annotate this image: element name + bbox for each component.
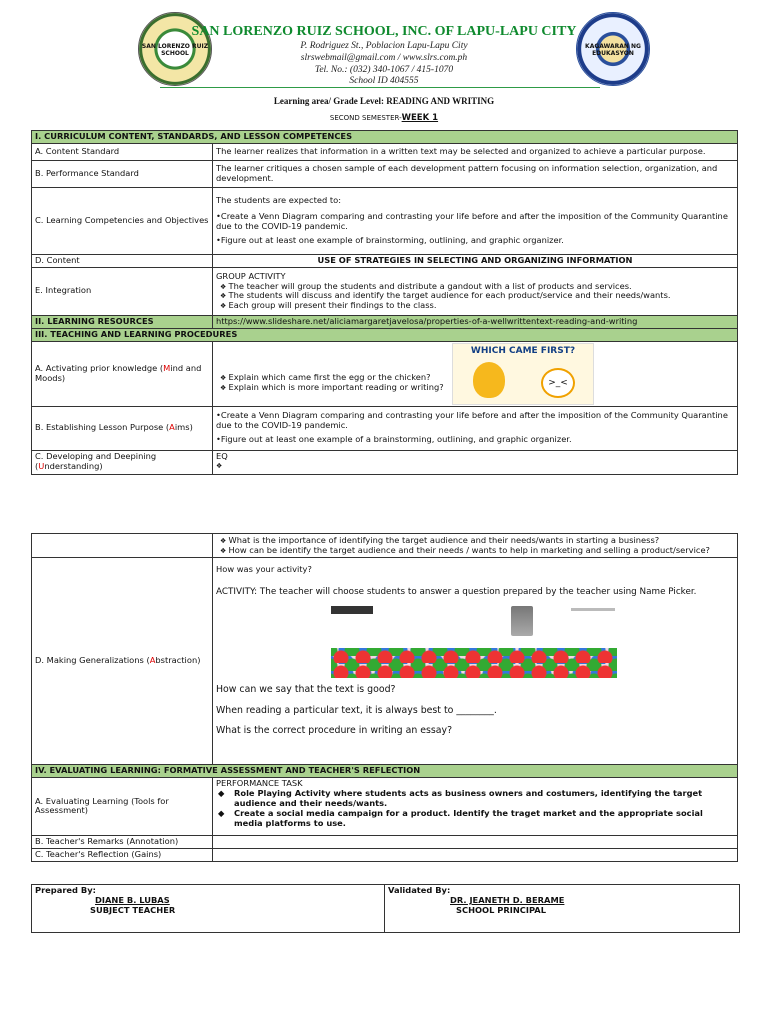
label-highlight: A bbox=[169, 422, 175, 433]
diamond-bullet-icon: ◆ bbox=[218, 807, 225, 818]
row-label: B. Teacher's Remarks (Annotation) bbox=[32, 835, 213, 848]
seal-text: SAN LORENZO RUIZ SCHOOL bbox=[141, 43, 209, 57]
school-contact: slrswebmail@gmail.com / www.slrs.com.ph bbox=[300, 53, 468, 63]
competencies-cell bbox=[213, 187, 738, 254]
learning-area-title: Learning area/ Grade Level: READING AND WRITING bbox=[273, 96, 495, 106]
week-label: WEEK 1 bbox=[401, 113, 439, 123]
label-part: B. Establishing Lesson Purpose ( bbox=[35, 422, 170, 433]
eq-label: EQ bbox=[216, 450, 228, 461]
reflection-value[interactable] bbox=[213, 848, 738, 861]
school-name: SAN LORENZO RUIZ SCHOOL, INC. OF LAPU-LAPU CITY bbox=[191, 24, 577, 39]
colored-balls-graphic bbox=[331, 648, 617, 678]
question-text: How can we say that the text is good? bbox=[216, 684, 396, 696]
label-highlight: U bbox=[38, 461, 45, 472]
eq-item: ❖ How can be identify the target audience and their needs / wants to help in marketing and selling a product/service? bbox=[216, 546, 734, 556]
label-highlight: A bbox=[149, 655, 156, 666]
task-text: Create a social media campaign for a product. Identify the traget market and the appropriate social media platforms to use. bbox=[234, 807, 703, 828]
question-text: When reading a particular text, it is always best to ________. bbox=[216, 704, 497, 716]
performance-task-heading: PERFORMANCE TASK bbox=[216, 777, 303, 788]
lesson-plan-table-1 bbox=[31, 130, 738, 475]
row-label bbox=[32, 406, 213, 450]
developing-questions-cell bbox=[213, 534, 738, 558]
activating-cell bbox=[213, 341, 738, 406]
school-tel: Tel. No.: (032) 340-1067 / 415-1070 bbox=[314, 65, 454, 75]
header-divider bbox=[160, 87, 600, 88]
validated-label: Validated By: bbox=[388, 885, 451, 895]
purpose-item: • Create a Venn Diagram comparing and contrasting your life before and after the imposition of the Community Quarantine due to the COVID-19 pandemic. bbox=[216, 411, 734, 431]
prepared-label: Prepared By: bbox=[35, 885, 96, 895]
chicken-icon bbox=[473, 362, 505, 398]
integration-cell bbox=[213, 267, 738, 315]
validated-name: DR. JEANETH D. BERAME bbox=[450, 894, 565, 905]
row-label: D. Content bbox=[32, 254, 213, 267]
question-text: What is the correct procedure in writing an essay? bbox=[216, 724, 453, 736]
label-highlight: M bbox=[163, 362, 171, 373]
remarks-value[interactable] bbox=[213, 835, 738, 848]
label-part: nderstanding) bbox=[44, 461, 103, 472]
generalizations-cell bbox=[213, 558, 738, 765]
egg-icon: >_< bbox=[541, 368, 575, 398]
task-item bbox=[216, 789, 734, 809]
row-label: A. Evaluating Learning (Tools for Assessment) bbox=[32, 777, 213, 835]
row-label bbox=[32, 450, 213, 474]
row-label bbox=[32, 341, 213, 406]
seal-text: KAGAWARAN NG EDUKASYON bbox=[585, 43, 641, 57]
row-label: C. Learning Competencies and Objectives bbox=[32, 187, 213, 254]
row-label: E. Integration bbox=[32, 267, 213, 315]
validated-role: SCHOOL PRINCIPAL bbox=[456, 904, 546, 915]
school-id: School ID 404555 bbox=[349, 76, 419, 86]
prepared-name: DIANE B. LUBAS bbox=[95, 894, 170, 905]
label-part: C. Developing and Deepining ( bbox=[35, 451, 157, 472]
activity-text: ACTIVITY: The teacher will choose students to answer a question prepared by the teacher using Name Picker. bbox=[216, 586, 697, 597]
establishing-cell bbox=[213, 406, 738, 450]
content-topic: USE OF STRATEGIES IN SELECTING AND ORGANIZING INFORMATION bbox=[213, 254, 738, 267]
competencies-intro: The students are expected to: bbox=[216, 195, 341, 206]
signature-table bbox=[31, 884, 740, 933]
competency-item: • Figure out at least one example of brainstorming, outlining, and graphic organizer. bbox=[216, 236, 734, 246]
integration-item: ❖ Each group will present their findings to the class. bbox=[216, 301, 734, 311]
section-header: II. LEARNING RESOURCES bbox=[32, 315, 213, 328]
activating-item: ❖ Explain which came first the egg or the chicken? bbox=[216, 373, 452, 383]
section-header: III. TEACHING AND LEARNING PROCEDURES bbox=[32, 328, 738, 341]
toolbar-graphic bbox=[331, 606, 373, 614]
integration-heading: GROUP ACTIVITY bbox=[216, 270, 286, 281]
caption-graphic bbox=[571, 608, 615, 611]
learning-resource-link[interactable]: https://www.slideshare.net/aliciamargaretjavelosa/properties-of-a-wellwrittentext-reading-and-writing bbox=[213, 315, 738, 328]
task-item bbox=[216, 809, 734, 829]
label-part: A. Activating prior knowledge ( bbox=[35, 362, 164, 373]
image-title: WHICH CAME FIRST? bbox=[470, 345, 576, 356]
row-label: B. Performance Standard bbox=[32, 160, 213, 187]
label-part: D. Making Generalizations ( bbox=[35, 655, 150, 666]
developing-cell bbox=[213, 450, 738, 474]
label-part: ind and Moods) bbox=[35, 362, 202, 383]
school-address: P. Rodriguez St., Poblacion Lapu-Lapu City bbox=[300, 41, 468, 51]
evaluating-cell bbox=[213, 777, 738, 835]
competency-item: • Create a Venn Diagram comparing and contrasting your life before and after the imposition of the Community Quarantine due to the COVID-19 pandemic. bbox=[216, 212, 734, 232]
lesson-plan-table-2 bbox=[31, 533, 738, 862]
prepared-role: SUBJECT TEACHER bbox=[90, 904, 176, 915]
validated-by-cell bbox=[385, 885, 740, 933]
prepared-by-cell bbox=[32, 885, 385, 933]
content-standard-text: The learner realizes that information in a written text may be selected and organized to achieve a particular purpose. bbox=[213, 143, 738, 160]
purpose-item: • Figure out at least one example of a brainstorming, outlining, and graphic organizer. bbox=[216, 435, 734, 445]
row-label: A. Content Standard bbox=[32, 143, 213, 160]
task-text: Role Playing Activity where students acts as business owners and costumers, identifying the target audience and their needs/wants. bbox=[234, 787, 703, 808]
section-header: IV. EVALUATING LEARNING: FORMATIVE ASSESSMENT AND TEACHER'S REFLECTION bbox=[32, 765, 738, 778]
semester-line bbox=[0, 113, 768, 123]
claw-icon bbox=[511, 606, 533, 636]
performance-standard-text: The learner critiques a chosen sample of each development pattern focusing on information selection, organization, and development. bbox=[213, 160, 738, 187]
row-label bbox=[32, 534, 213, 558]
integration-item: ❖ The teacher will group the students and distribute a gandout with a list of products and services. bbox=[216, 282, 734, 292]
eq-item: ❖ What is the importance of identifying the target audience and their needs/wants in starting a business? bbox=[216, 536, 734, 546]
semester-label: SECOND SEMESTER- bbox=[329, 114, 402, 122]
row-label bbox=[32, 558, 213, 765]
diamond-bullet-icon: ◆ bbox=[218, 787, 225, 798]
bullet-icon: ❖ bbox=[216, 461, 223, 470]
name-picker-image bbox=[331, 606, 617, 676]
activating-item: ❖ Explain which is more important reading or writing? bbox=[216, 383, 452, 393]
integration-item: ❖ The students will discuss and identify the target audience for each product/service and their needs/wants. bbox=[216, 291, 734, 301]
label-part: bstraction) bbox=[155, 655, 201, 666]
label-part: ims) bbox=[174, 422, 193, 433]
row-label: C. Teacher's Reflection (Gains) bbox=[32, 848, 213, 861]
chicken-egg-image bbox=[452, 343, 594, 405]
question-text: How was your activity? bbox=[216, 564, 312, 574]
section-header: I. CURRICULUM CONTENT, STANDARDS, AND LESSON COMPETENCES bbox=[32, 131, 738, 144]
